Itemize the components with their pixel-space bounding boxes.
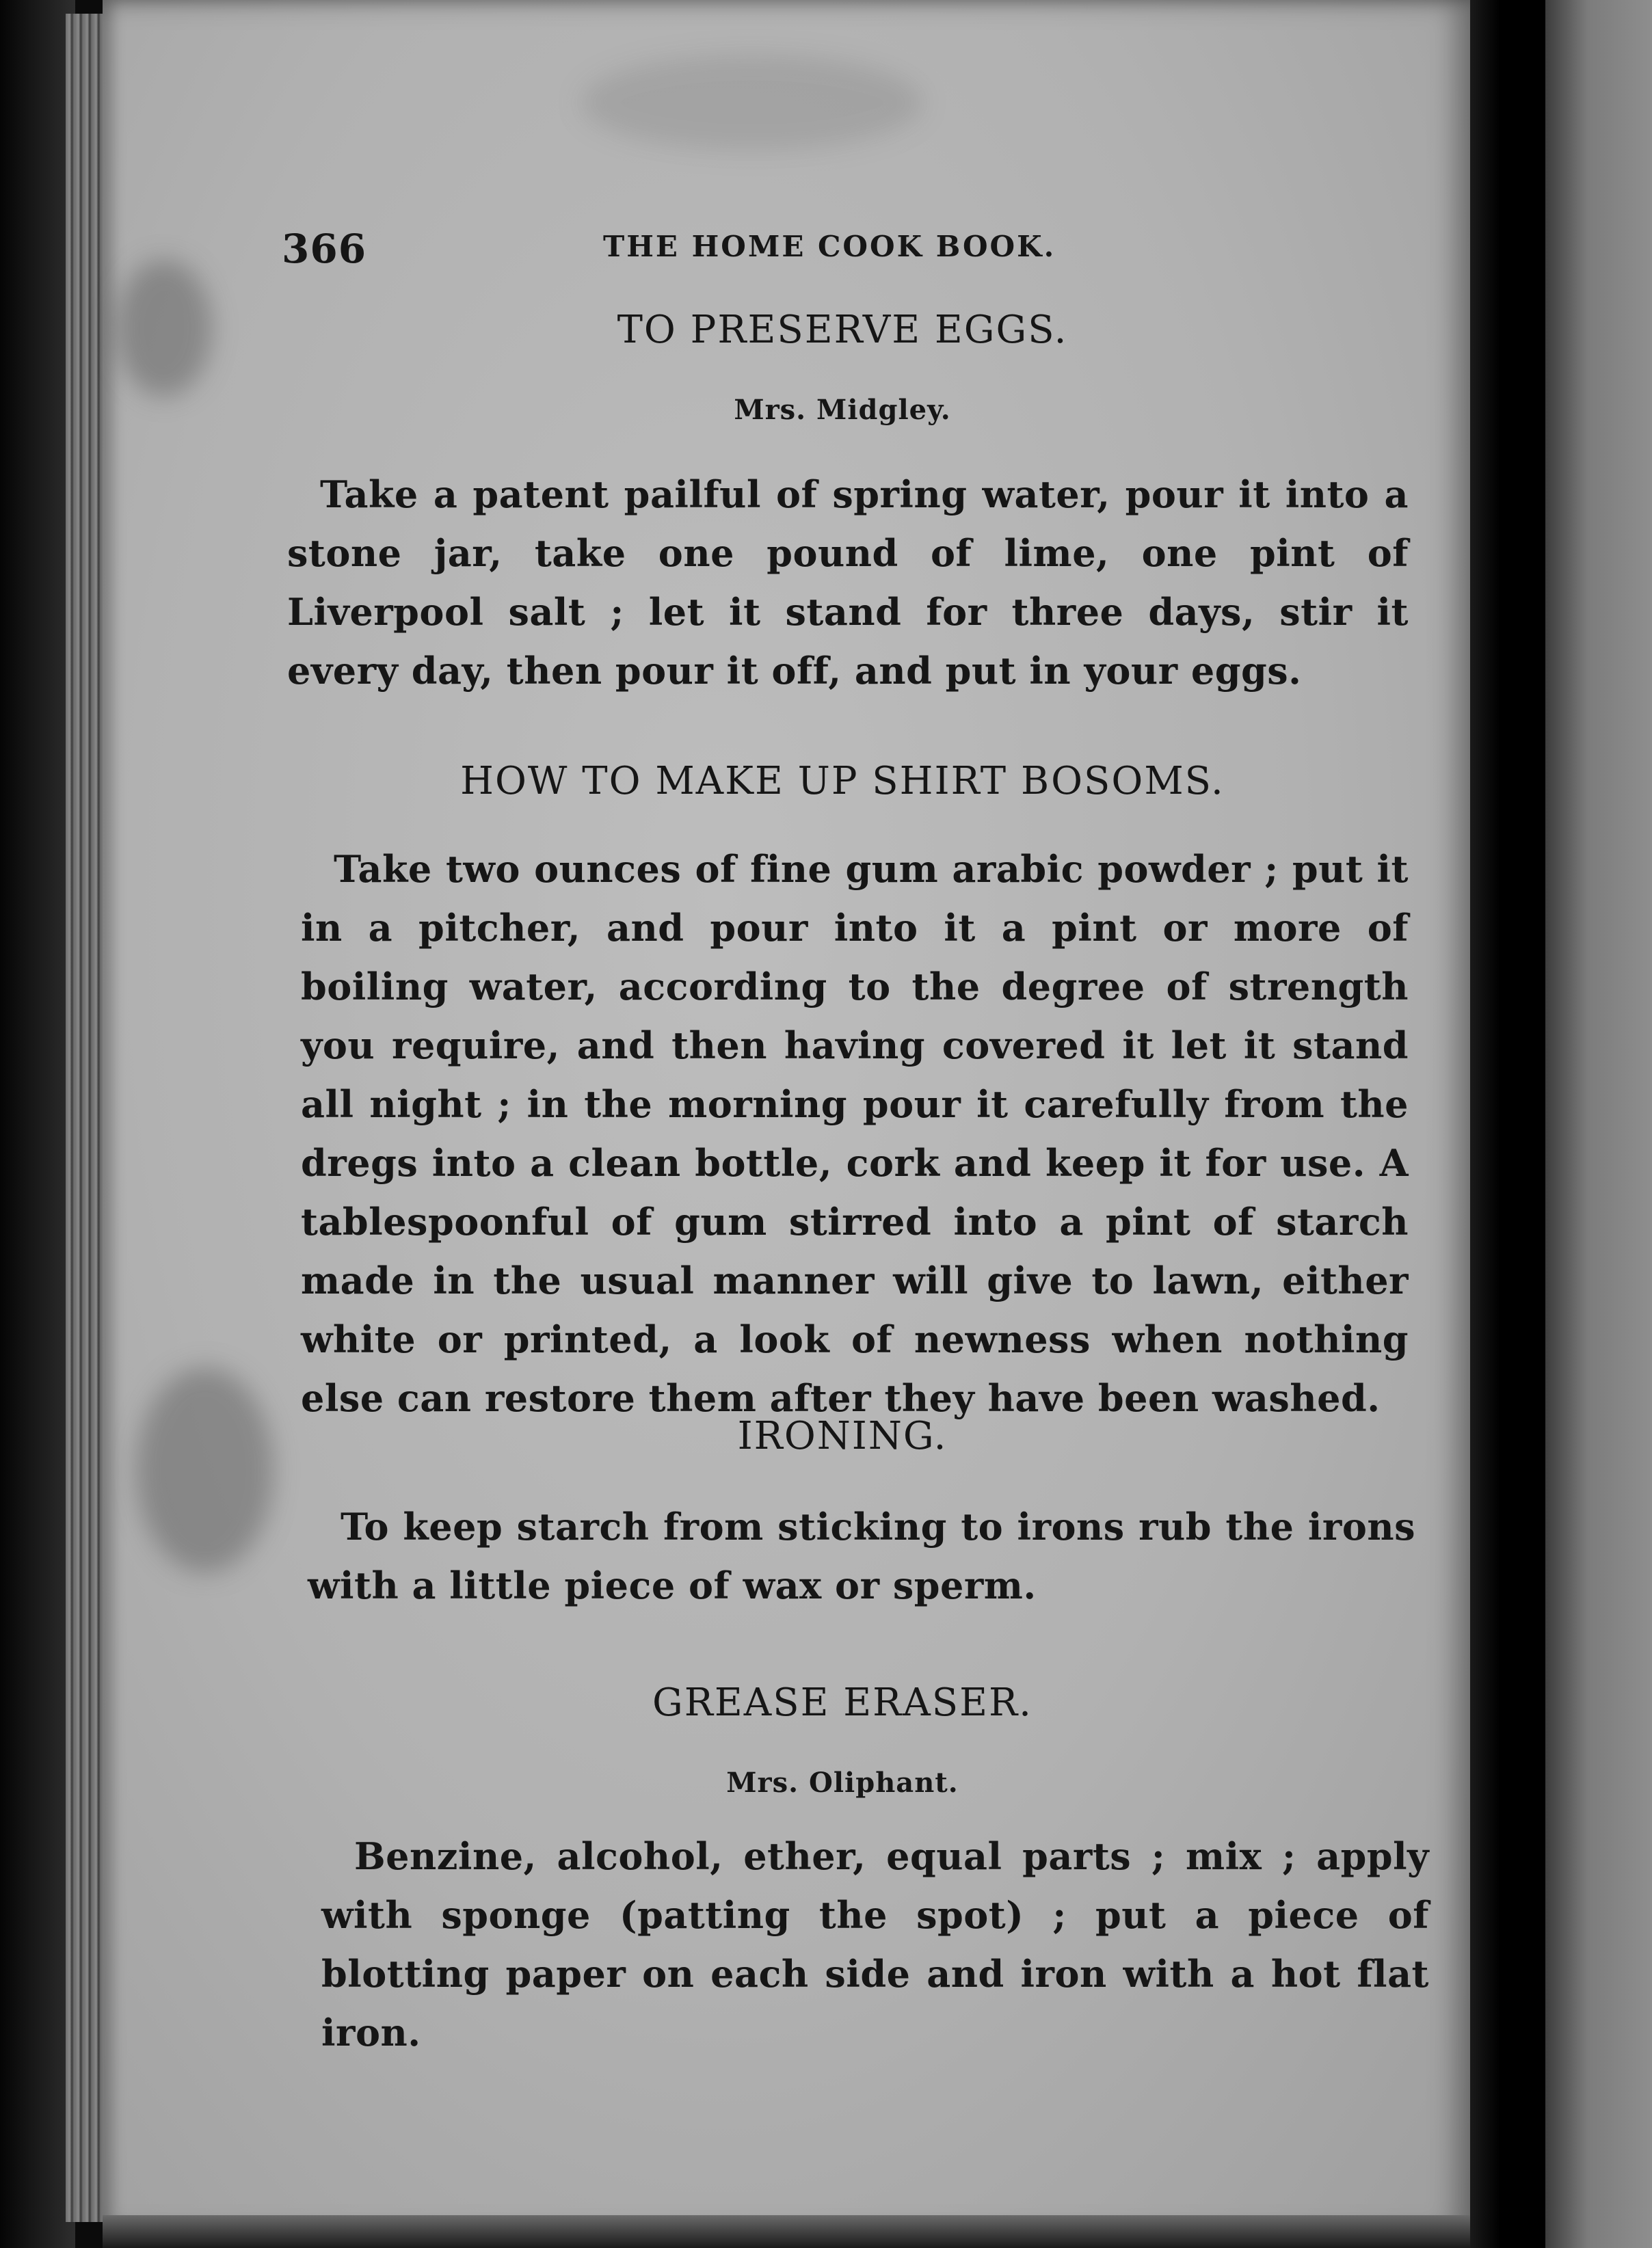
scan-bottom-border	[103, 2215, 1470, 2248]
section-author-midgley: Mrs. Midgley.	[734, 394, 951, 426]
page-number: 366	[282, 226, 367, 272]
stain-smudge	[116, 260, 212, 397]
section-body-ironing: To keep starch from sticking to irons rub the irons with a little piece of wax or sperm.	[308, 1505, 1415, 1607]
section-heading-ironing: IRONING.	[737, 1414, 948, 1458]
stain-smudge	[137, 1367, 274, 1573]
facing-page-edge	[1545, 0, 1652, 2248]
stain-smudge	[581, 55, 923, 150]
section-body-shirt-bosoms: Take two ounces of fine gum arabic powder ; put it in a pitcher, and pour into it a pint or more of boiling water, according to the degree of strength you require, and then having covered it let it stand all night ; in the morning pour it carefully from the dregs into a clean bottle, cork and keep it for use. A tablespoonful of gum stirred into a pint of starch made in the usual manner will give to lawn, either white or printed, a look of newness when nothing else can restore them after they have been washed.	[301, 847, 1409, 1420]
section-heading-preserve-eggs: TO PRESERVE EGGS.	[617, 308, 1068, 352]
section-heading-shirt-bosoms: HOW TO MAKE UP SHIRT BOSOMS.	[460, 759, 1225, 803]
running-head	[282, 226, 1191, 280]
book-title: THE HOME COOK BOOK.	[603, 230, 1056, 263]
scan-left-border	[0, 0, 75, 2248]
section-body-preserve-eggs: Take a patent pailful of spring water, pour it into a stone jar, take one pound of lime, one pint of Liverpool salt ; let it stand for three days, stir it every day, then pour it off, and put in your eggs.	[287, 472, 1409, 693]
section-body-grease-eraser: Benzine, alcohol, ether, equal parts ; mix ; apply with sponge (patting the spot) ; put a piece of blotting paper on each side and iron with a hot flat iron.	[321, 1834, 1429, 2055]
page-stack-edges	[66, 14, 107, 2222]
section-heading-grease-eraser: GREASE ERASER.	[652, 1681, 1032, 1725]
section-author-oliphant: Mrs. Oliphant.	[726, 1767, 959, 1799]
book-gutter	[1470, 0, 1545, 2248]
